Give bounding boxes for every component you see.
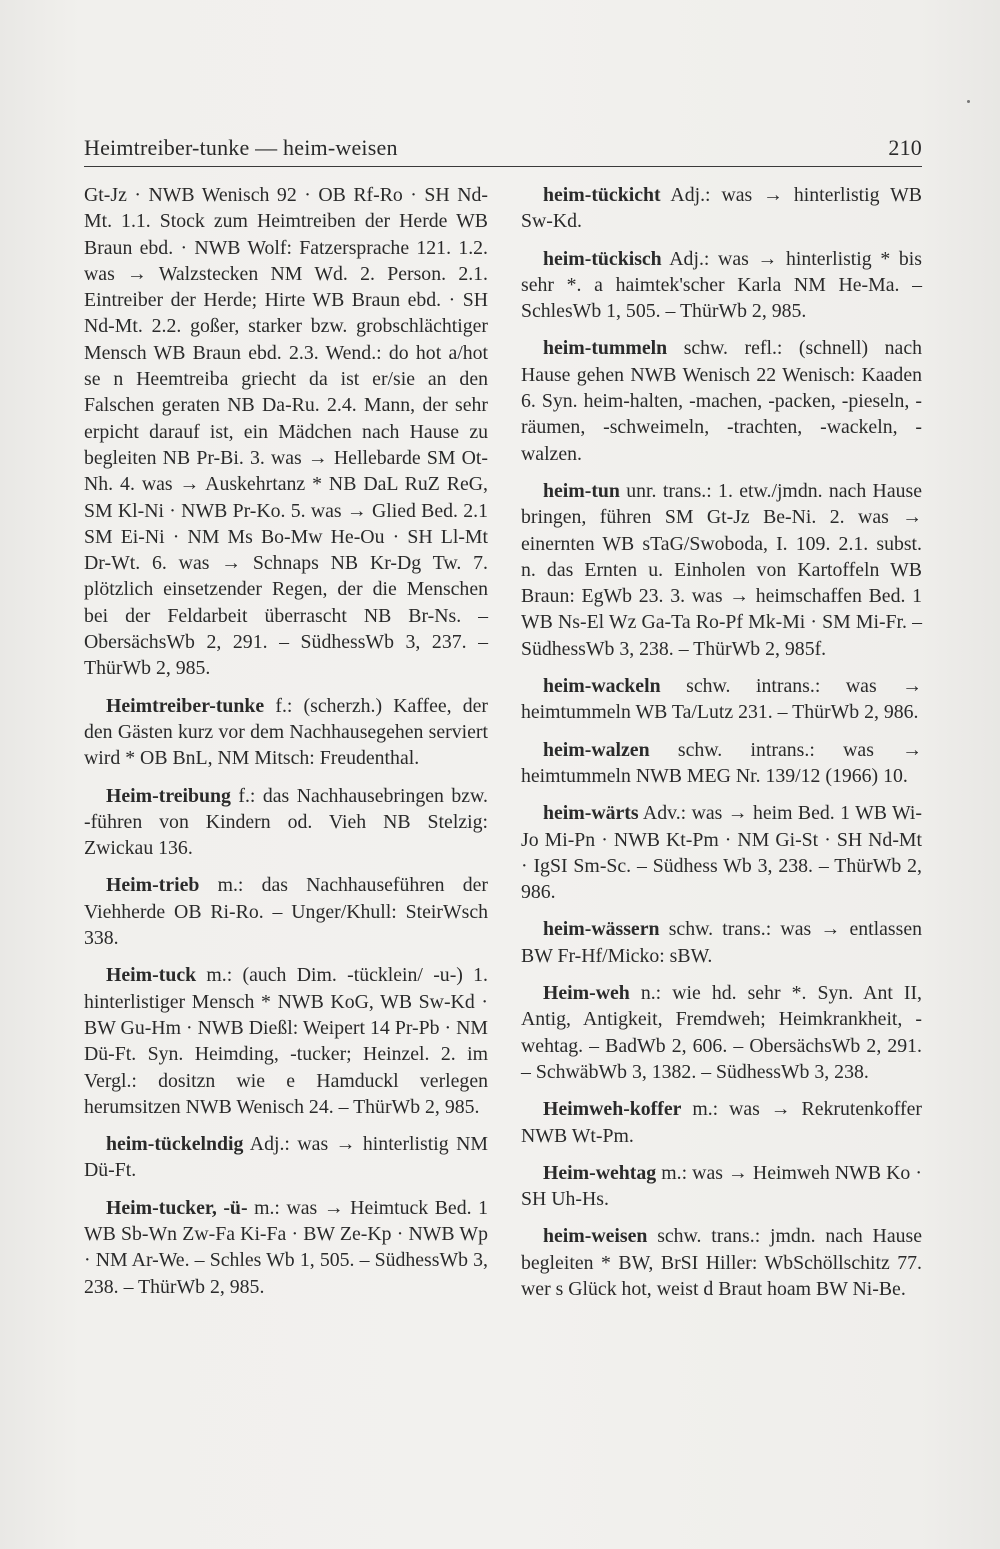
speck-mark xyxy=(967,100,970,103)
entry-lemma: heim-tummeln xyxy=(543,337,668,360)
entry-lemma: Heim-tuck xyxy=(106,964,197,987)
dictionary-entry xyxy=(521,1223,922,1302)
entry-text: Adj.: was → hinterlistig NM Dü-Ft. xyxy=(84,1133,488,1182)
entry-lemma: heim-weisen xyxy=(543,1225,648,1248)
dictionary-entry xyxy=(84,693,488,772)
page-number: 210 xyxy=(888,135,922,160)
entry-lemma: heim-tückelndig xyxy=(106,1133,244,1156)
entry-text: f.: das Nachhausebringen bzw. -führen von Kindern od. Vieh NB Stelzig: Zwickau 136. xyxy=(84,784,488,860)
entry-lemma: heim-tun xyxy=(543,479,620,502)
dictionary-entry xyxy=(521,478,922,662)
entry-lemma: Heim-wehtag xyxy=(543,1161,657,1184)
dictionary-entry xyxy=(84,872,488,951)
dictionary-entry xyxy=(521,916,922,969)
entry-text: schw. intrans.: was → heimtummeln WB Ta/Lutz 231. – ThürWb 2, 986. xyxy=(521,675,922,724)
entry-text: m.: was → Rekrutenkoffer NWB Wt-Pm. xyxy=(521,1098,922,1147)
running-title: Heimtreiber-tunke — heim-weisen xyxy=(84,135,398,160)
running-header xyxy=(84,135,922,165)
entry-lemma: Heim-trieb xyxy=(106,874,200,897)
entry-lemma: heim-tückisch xyxy=(543,247,662,270)
dictionary-entry xyxy=(521,1096,922,1149)
dictionary-entry xyxy=(521,980,922,1085)
dictionary-entry xyxy=(521,737,922,790)
entry-text: m.: das Nachhauseführen der Viehherde OB Ri-Ro. – Unger/Khull: SteirWsch 338. xyxy=(84,874,488,950)
left-column xyxy=(84,182,488,1311)
right-column xyxy=(521,182,922,1313)
dictionary-entry xyxy=(84,182,488,682)
dictionary-entry xyxy=(521,246,922,325)
entry-text: n.: wie hd. sehr *. Syn. Ant II, Antig, Antigkeit, Fremdweh; Heimkrankheit, -wehtag. – BadWb 2, 606. – ObersächsWb 2, 291. – SchwäbWb 3, 1382. – SüdhessWb 3, 238. xyxy=(521,982,922,1083)
entry-text: unr. trans.: 1. etw./jmdn. nach Hause bringen, führen SM Gt-Jz Be-Ni. 2. was → einernten WB sTaG/Swoboda, I. 109. 2.1. subst. n. das Ernten u. Einholen von Kartoffeln WB Braun: EgWb 23. 3. was → heimschaffen Bed. 1 WB Ns-El Wz Ga-Ta Ro-Pf Mk-Mi · SM Mi-Fr. – SüdhessWb 3, 238. – ThürWb 2, 985f. xyxy=(521,479,922,660)
entry-lemma: Heim-weh xyxy=(543,982,630,1005)
entry-text: Adv.: was → heim Bed. 1 WB Wi-Jo Mi-Pn · NWB Kt-Pm · NM Gi-St · SH Nd-Mt · IgSI Sm-Sc. – Südhess Wb 3, 238. – ThürWb 2, 986. xyxy=(521,802,922,904)
entry-lemma: heim-wärts xyxy=(543,802,639,825)
entry-lemma: heim-walzen xyxy=(543,738,650,761)
dictionary-entry xyxy=(521,1160,922,1213)
dictionary-entry xyxy=(84,962,488,1120)
dictionary-entry xyxy=(84,1195,488,1300)
entry-text: Adj.: was → hinterlistig * bis sehr *. a haimtek'scher Karla NM He-Ma. – SchlesWb 1, 505. – ThürWb 2, 985. xyxy=(521,247,922,323)
header-rule xyxy=(84,166,922,167)
entry-text: m.: was → Heimtuck Bed. 1 WB Sb-Wn Zw-Fa Ki-Fa · BW Ze-Kp · NWB Wp · NM Ar-We. – Schles Wb 1, 505. – SüdhessWb 3, 238. – ThürWb 2, 985. xyxy=(84,1196,488,1298)
entry-text: schw. intrans.: was → heimtummeln NWB MEG Nr. 139/12 (1966) 10. xyxy=(521,738,922,787)
entry-text: m.: was → Heimweh NWB Ko · SH Uh-Hs. xyxy=(521,1161,922,1211)
dictionary-entry xyxy=(521,182,922,235)
dictionary-entry xyxy=(521,673,922,726)
entry-text: Gt-Jz · NWB Wenisch 92 · OB Rf-Ro · SH Nd-Mt. 1.1. Stock zum Heimtreiben der Herde WB Braun ebd. · NWB Wolf: Fatzersprache 121. 1.2. was → Walzstecken NM Wd. 2. Person. 2.1. Eintreiber der Herde; Hirte WB Braun ebd. · SH Nd-Mt. 2.2. goßer, starker bzw. grobschlächtiger Mensch WB Braun ebd. 2.3. Wend.: do hot a/hot se n Heemtreiba griecht da ist er/sie an den Falschen geraten NB Da-Ru. 2.4. Mann, der sehr erpicht darauf ist, ein Mädchen nach Hause zu begleiten NB Pr-Bi. 3. was → Hellebarde SM Ot-Nh. 4. was → Auskehrtanz * NB DaL RuZ ReG, SM Kl-Ni · NWB Pr-Ko. 5. was → Glied Bed. 2.1 SM Ei-Ni · NM Ms Bo-Mw He-Ou · SH Ll-Mt Dr-Wt. 6. was → Schnaps NB Kr-Dg Tw. 7. plötzlich einsetzender Regen, der die Menschen bei der Feldarbeit überrascht NB Br-Ns. – ObersächsWb 2, 291. – SüdhessWb 3, 237. – ThürWb 2, 985. xyxy=(84,184,488,680)
entry-text: f.: (scherzh.) Kaffee, der den Gästen kurz vor dem Nachhausegehen serviert wird * OB BnL, NM Mitsch: Freudenthal. xyxy=(84,694,488,770)
entry-lemma: Heim-treibung xyxy=(106,784,231,807)
dictionary-entry xyxy=(84,1131,488,1184)
entry-lemma: heim-wackeln xyxy=(543,675,661,698)
dictionary-entry xyxy=(521,335,922,466)
entry-lemma: Heim-tucker, -ü- xyxy=(106,1196,248,1219)
entry-text: schw. trans.: was → entlassen BW Fr-Hf/Micko: sBW. xyxy=(521,918,922,967)
entry-text: m.: (auch Dim. -tücklein/ -u-) 1. hinterlistiger Mensch * NWB KoG, WB Sw-Kd · BW Gu-Hm · NWB Dießl: Weipert 14 Pr-Pb · NM Dü-Ft. Syn. Heimding, -tucker; Heinzel. 2. im Vergl.: dositzn wie e Hamduckl verlegen herumsitzen NWB Wenisch 24. – ThürWb 2, 985. xyxy=(84,964,488,1118)
entry-text: schw. trans.: jmdn. nach Hause begleiten * BW, BrSI Hiller: WbSchöllschitz 77. wer s Glück hot, weist d Braut hoam BW Ni-Be. xyxy=(521,1225,922,1300)
entry-lemma: heim-tückicht xyxy=(543,184,661,206)
entry-lemma: Heimtreiber-tunke xyxy=(106,694,265,717)
entry-text: schw. refl.: (schnell) nach Hause gehen NWB Wenisch 22 Wenisch: Kaaden 6. Syn. heim-halten, -machen, -packen, -pieseln, -räumen, -schweimeln, -trachten, -wackeln, -walzen. xyxy=(521,337,922,465)
dictionary-entry xyxy=(84,783,488,862)
dictionary-entry xyxy=(521,800,922,905)
entry-lemma: Heimweh-koffer xyxy=(543,1098,682,1121)
entry-text: Adj.: was → hinterlistig WB Sw-Kd. xyxy=(521,184,922,233)
entry-lemma: heim-wässern xyxy=(543,918,660,941)
